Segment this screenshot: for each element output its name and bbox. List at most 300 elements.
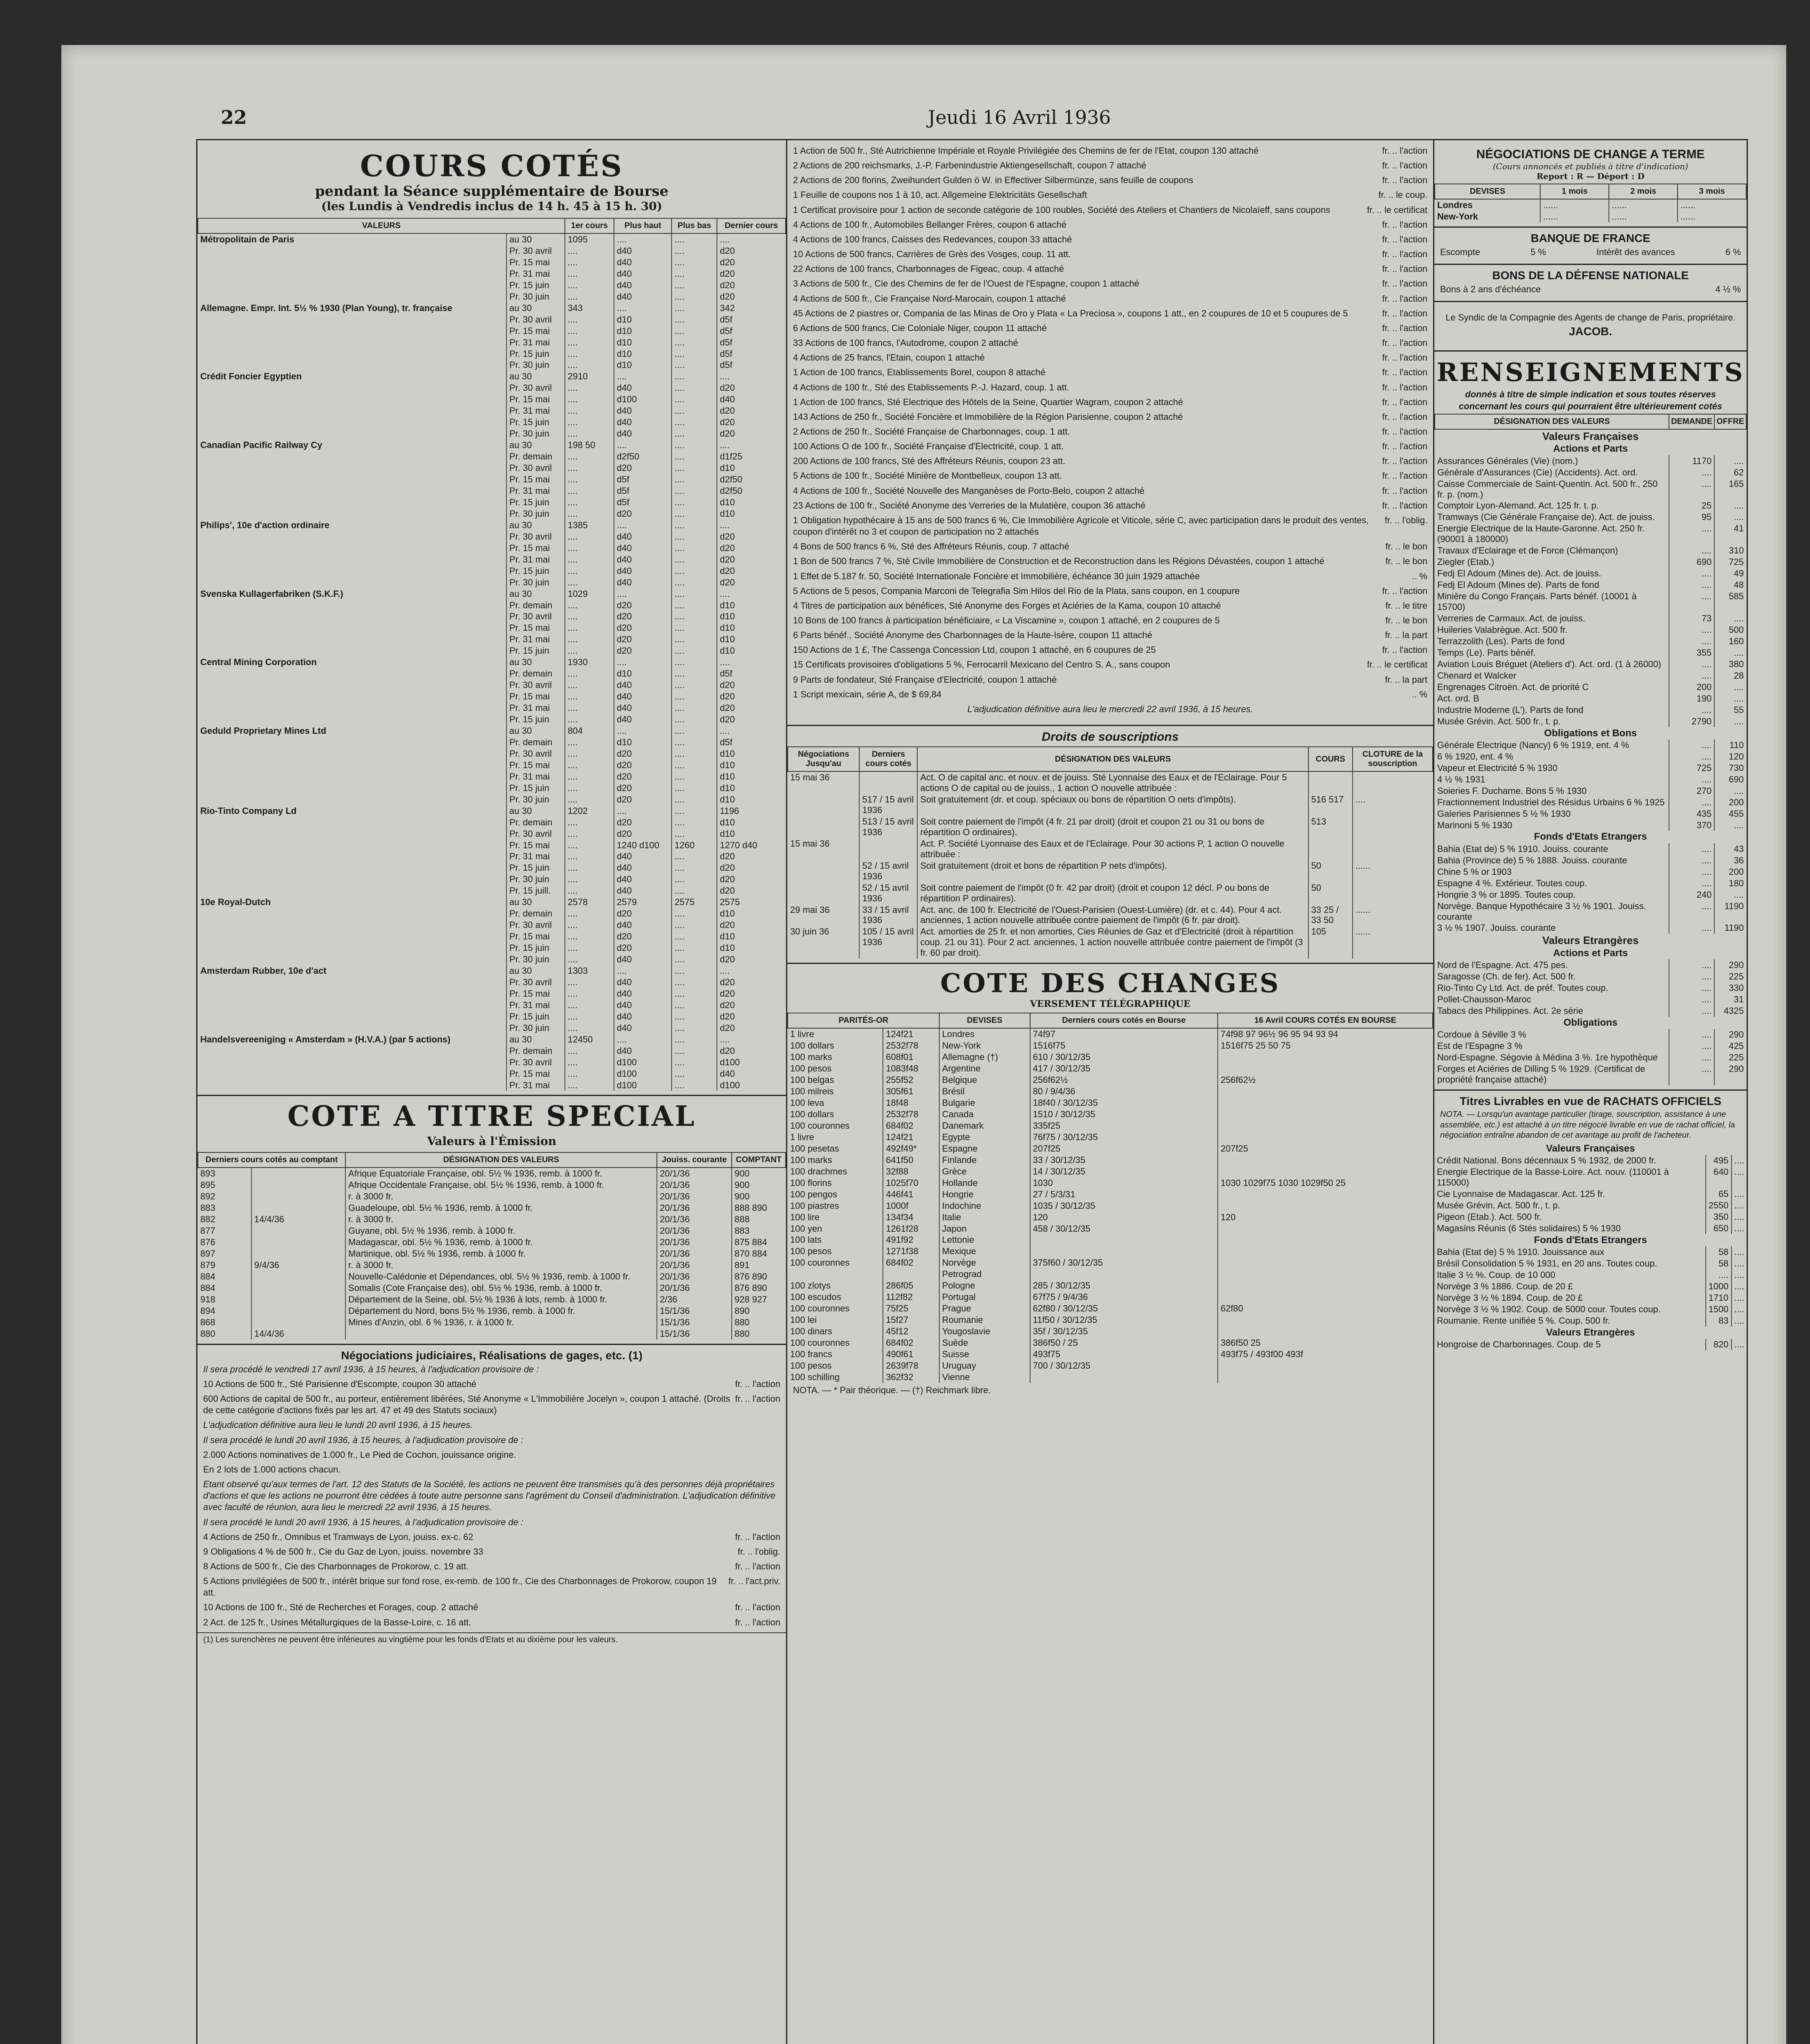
- droits-cell: 33 / 15 avril 1936: [859, 904, 917, 926]
- plus-haut: d5f: [614, 485, 672, 497]
- dernier-cours: d5f: [717, 337, 786, 348]
- demande: ....: [1669, 797, 1714, 808]
- table-row: [198, 588, 786, 600]
- section-subtitle: Obligations: [1564, 1017, 1617, 1029]
- cote-titre-subtitle: Valeurs à l'Émission: [427, 1134, 557, 1148]
- valeur-designation: Forges et Aciéries de Dilling 5 % 1929. (Certificat de propriété française attaché): [1437, 1064, 1645, 1085]
- section-title-row: [1434, 1234, 1747, 1246]
- changes-note: NOTA. — * Pair théorique. — (†) Reichmark libre.: [793, 1385, 991, 1395]
- offre: 725: [1714, 556, 1746, 568]
- echeance: Pr. 31 mai: [506, 702, 565, 714]
- lot-description: 9 Obligations 4 % de 500 fr., Cie du Gaz de Lyon, jouiss. novembre 33: [203, 1546, 484, 1557]
- table-row: [1435, 500, 1746, 511]
- plus-bas: ....: [672, 977, 717, 988]
- plus-bas: ....: [672, 600, 717, 611]
- echeance: Pr. demain: [506, 737, 565, 748]
- table-row: [198, 405, 786, 417]
- droits-cell: Soit gratuitement (droit et bons de répartition P nets d'impôts).: [917, 860, 1308, 882]
- table-row: [198, 325, 786, 337]
- dernier-cours: d10: [717, 828, 786, 840]
- premier-cours: ....: [565, 462, 614, 474]
- changes-cell: Hollande: [939, 1177, 1030, 1189]
- dernier-cours: d10: [717, 817, 786, 828]
- plus-haut: d20: [614, 782, 672, 794]
- cote-titre-cell: 15/1/36: [657, 1317, 732, 1328]
- plus-bas: ....: [672, 382, 717, 394]
- demande: 2790: [1669, 716, 1714, 727]
- valeur-name: [198, 771, 506, 782]
- valeur-designation: Ziegler (Etab.): [1437, 557, 1494, 567]
- demande: 1500: [1706, 1304, 1732, 1315]
- echeance: Pr. 15 juin: [506, 862, 565, 874]
- lot-price: fr. .. l'action: [1382, 397, 1427, 407]
- table-row: [788, 860, 1433, 882]
- offre: 225: [1714, 1052, 1746, 1063]
- cours-cotes-header: VALEURS: [198, 218, 565, 233]
- plus-bas: ....: [672, 462, 717, 474]
- section-title: Valeurs Françaises: [1542, 430, 1639, 442]
- valeur-name: [198, 280, 506, 291]
- table-row: [788, 1051, 1433, 1063]
- changes-cell: [1218, 1063, 1433, 1074]
- table-row: [788, 926, 1433, 959]
- premier-cours: ....: [565, 1057, 614, 1068]
- table-row: [788, 1074, 1433, 1086]
- list-item: [787, 454, 1433, 468]
- lot-description: 22 Actions de 100 francs, Charbonnages de Figeac, coup. 4 attaché: [793, 264, 1064, 274]
- dernier-cours: d20: [717, 565, 786, 577]
- droits-cell: Soit contre paiement de l'impôt (0 fr. 42 par droit) (droit et coupon 12 décl. P ou bons de répartition P ordinaires).: [917, 882, 1308, 904]
- valeur-name: [198, 1057, 506, 1068]
- table-row: [198, 1000, 786, 1011]
- valeur-designation: Fedj El Adoum (Mines de). Act. de jouiss.: [1437, 568, 1602, 579]
- echeance: Pr. 31 mai: [506, 554, 565, 565]
- droits-cell: [788, 816, 859, 838]
- table-row: [198, 1045, 786, 1057]
- dernier-cours: d20: [717, 885, 786, 896]
- lot-description: 5 Actions de 5 pesos, Compania Marconi de Telegrafia Sim Hilos del Rio de la Plata, sans coupon, en 1 coupure: [793, 585, 1240, 596]
- premier-cours: ....: [565, 840, 614, 851]
- changes-cell: 610 / 30/12/35: [1030, 1051, 1218, 1063]
- list-item: [787, 276, 1433, 291]
- changes-cell: [1218, 1269, 1433, 1280]
- valeur-name: [198, 542, 506, 554]
- valeur-name: [198, 634, 506, 645]
- changes-header: Derniers cours cotés en Bourse: [1030, 1013, 1218, 1028]
- offre: ....: [1714, 889, 1746, 901]
- dernier-cours: ....: [717, 439, 786, 451]
- cote-titre-cell: 14/4/36: [251, 1214, 345, 1225]
- droits-header: Derniers cours cotés: [859, 747, 917, 771]
- plus-bas: ....: [672, 611, 717, 622]
- changes-cell: 100 pesos: [790, 1246, 832, 1257]
- plus-haut: d20: [614, 908, 672, 919]
- premier-cours: ....: [565, 851, 614, 862]
- table-row: [788, 1337, 1433, 1349]
- echeance: au 30: [506, 233, 565, 245]
- droits-cell: 52 / 15 avril 1936: [859, 860, 917, 882]
- list-item: [787, 410, 1433, 424]
- premier-cours: 12450: [565, 1034, 614, 1045]
- offre: 585: [1714, 591, 1746, 613]
- plus-haut: d40: [614, 405, 672, 417]
- valeur-name: [198, 645, 506, 657]
- change-terme-header: DEVISES: [1435, 184, 1540, 199]
- plus-bas: ....: [672, 1034, 717, 1045]
- offre: 36: [1714, 855, 1746, 866]
- table-row: [788, 1063, 1433, 1074]
- demande: 270: [1669, 785, 1714, 797]
- table-row: [1435, 467, 1746, 478]
- echeance: Pr. 30 juin: [506, 508, 565, 520]
- table-row: [788, 1303, 1433, 1314]
- valeur-name: [198, 874, 506, 885]
- table-row: [198, 679, 786, 691]
- changes-cell: 1025f70: [883, 1177, 939, 1189]
- lot-price: fr. .. l'action: [1382, 175, 1427, 186]
- premier-cours: ....: [565, 428, 614, 439]
- table-row: [788, 1097, 1433, 1109]
- column-right: [1434, 140, 1747, 2044]
- premier-cours: ....: [565, 874, 614, 885]
- table-row: [1434, 1304, 1747, 1315]
- valeur-designation: Hongroise de Charbonnages. Coup. de 5: [1437, 1339, 1601, 1350]
- plus-haut: 1240 d100: [614, 840, 672, 851]
- cote-titre-cell: 20/1/36: [657, 1225, 732, 1237]
- plus-haut: d40: [614, 1011, 672, 1022]
- changes-cell: Londres: [939, 1028, 1030, 1040]
- premier-cours: ....: [565, 565, 614, 577]
- dernier-cours: d10: [717, 497, 786, 508]
- droits-cell: ......: [1353, 860, 1433, 882]
- table-row: [198, 600, 786, 611]
- table-row: [198, 577, 786, 588]
- plus-bas: ....: [672, 303, 717, 314]
- changes-cell: 100 couronnes: [790, 1303, 850, 1314]
- table-row: [198, 371, 786, 382]
- lot-price: fr. .. l'action: [1382, 585, 1427, 596]
- cote-titre-cell: 875 884: [732, 1237, 786, 1248]
- echeance: Pr. 30 avril: [506, 679, 565, 691]
- plus-bas: ....: [672, 554, 717, 565]
- cote-titre-header: Jouiss. courante: [657, 1152, 732, 1168]
- lot-price: fr. .. le titre: [1385, 600, 1427, 611]
- droits-cell: [1353, 838, 1433, 860]
- valeur-name: [198, 314, 506, 325]
- cote-titre-header: Derniers cours cotés au comptant: [198, 1152, 345, 1168]
- plus-bas: ....: [672, 1068, 717, 1080]
- valeur-name: Métropolitain de Paris: [200, 234, 294, 244]
- lot-description: 1 Effet de 5.187 fr. 50, Société Internationale Foncière et Immobilière, échéance 30 juin 1929 attachée: [793, 571, 1200, 581]
- premier-cours: 2578: [565, 896, 614, 908]
- changes-cell: 100 dinars: [790, 1326, 832, 1337]
- premier-cours: ....: [565, 542, 614, 554]
- table-row: [788, 882, 1433, 904]
- droits-header: CLOTURE de la souscription: [1353, 747, 1433, 771]
- offre: 48: [1714, 579, 1746, 591]
- plus-bas: ....: [672, 405, 717, 417]
- cote-titre-cell: 20/1/36: [657, 1168, 732, 1179]
- dernier-cours: 1270 d40: [717, 840, 786, 851]
- plus-haut: d10: [614, 325, 672, 337]
- dernier-cours: d20: [717, 382, 786, 394]
- table-row: [198, 462, 786, 474]
- table-row: [1435, 855, 1746, 866]
- list-item: [787, 336, 1433, 350]
- list-item: [787, 484, 1433, 498]
- droits-cell: Act. O de capital anc. et nouv. et de jouiss. Sté Lyonnaise des Eaux et de l'Eclairage. Pour 5 actions O de capital ou de jouiss., 1 action O nouvelle attribuée :: [917, 771, 1308, 794]
- echeance: Pr. 15 mai: [506, 760, 565, 771]
- valeur-designation: Tabacs des Philippines. Act. 2e série: [1437, 1006, 1584, 1016]
- plus-bas: ....: [672, 531, 717, 542]
- section-title-row: [1434, 1327, 1747, 1339]
- table-row: [198, 531, 786, 542]
- echeance: Pr. demain: [506, 1045, 565, 1057]
- valeur-designation: Fedj El Adoum (Mines de). Parts de fond: [1437, 580, 1599, 590]
- list-item: [787, 380, 1433, 395]
- changes-cell: [1030, 1234, 1218, 1246]
- droits-cell: 15 mai 36: [790, 838, 830, 849]
- demande: 95: [1669, 511, 1714, 523]
- demande: ....: [1669, 774, 1714, 785]
- plus-bas: ....: [672, 794, 717, 805]
- plus-bas: ....: [672, 1022, 717, 1034]
- valeur-name: [198, 988, 506, 1000]
- dernier-cours: d10: [717, 748, 786, 760]
- table-row: [198, 794, 786, 805]
- table-row: [788, 1291, 1433, 1303]
- changes-cell: 386f50 25: [1218, 1337, 1433, 1349]
- lot-description: 2.000 Actions nominatives de 1.000 fr., Le Pied de Cochon, jouissance origine.: [203, 1449, 516, 1460]
- cote-titre-cell: r. à 3000 fr.: [345, 1214, 657, 1225]
- plus-bas: ....: [672, 371, 717, 382]
- lot-description: 1 Certificat provisoire pour 1 action de seconde catégorie de 100 roubles, Société des Ateliers et Chantiers de Nicolaïeff, sans coupons: [793, 204, 1331, 215]
- terme-cell: ......: [1678, 199, 1746, 211]
- premier-cours: ....: [565, 885, 614, 896]
- newspaper-page: [61, 45, 1786, 2044]
- demande: ....: [1669, 1063, 1714, 1085]
- premier-cours: 198 50: [565, 439, 614, 451]
- droits-cell: ......: [1353, 904, 1433, 926]
- valeur-designation: Musée Grévin. Act. 500 fr., t. p.: [1437, 1200, 1561, 1211]
- table-row: [788, 1246, 1433, 1257]
- cote-titre-cell: [251, 1282, 345, 1294]
- table-row: [788, 1200, 1433, 1212]
- valeur-name: [198, 485, 506, 497]
- cote-titre-cell: 14/4/36: [251, 1328, 345, 1340]
- table-row: [788, 1166, 1433, 1177]
- table-row: [1435, 971, 1746, 982]
- changes-cell: 100 drachmes: [790, 1166, 847, 1177]
- dernier-cours: d20: [717, 702, 786, 714]
- lot-price: fr. .. le certificat: [1367, 659, 1427, 670]
- cote-titre-cell: 15/1/36: [657, 1305, 732, 1317]
- cote-titre-cell: 884: [200, 1283, 215, 1293]
- list-item: [787, 628, 1433, 643]
- echeance: au 30: [506, 371, 565, 382]
- titres-nota: NOTA. — Lorsqu'un avantage particulier (tirage, souscription, assistance à une assemblée, etc.) est attaché à un titre négocié livrable en vue de rachat officiel, la négociation entraîne abandon de cet avantage au profit de l'acheteur.: [1440, 1110, 1735, 1140]
- list-item: [787, 395, 1433, 410]
- changes-cell: [1218, 1291, 1433, 1303]
- valeur-name: [198, 862, 506, 874]
- plus-bas: ....: [672, 725, 717, 737]
- table-row: [198, 725, 786, 737]
- devise: New-York: [1437, 211, 1478, 222]
- table-row: [1434, 1223, 1747, 1234]
- banque-title: BANQUE DE FRANCE: [1530, 231, 1651, 244]
- cote-titre-cell: Guyane, obl. 5½ % 1936, remb. à 1000 fr.: [345, 1225, 657, 1237]
- changes-cell: [1218, 1326, 1433, 1337]
- titres-table: [1434, 1143, 1747, 1350]
- plus-bas: ....: [672, 474, 717, 485]
- cote-titre-cell: Afrique Equatoriale Française, obl. 5½ % 1936, remb. à 1000 fr.: [345, 1168, 657, 1179]
- table-row: [198, 828, 786, 840]
- echeance: Pr. 30 avril: [506, 314, 565, 325]
- table-row: [198, 314, 786, 325]
- plus-haut: ....: [614, 520, 672, 531]
- cote-titre-cell: Madagascar, obl. 5½ % 1936, remb. à 1000 fr.: [345, 1237, 657, 1248]
- plus-haut: d20: [614, 611, 672, 622]
- offre: ....: [1714, 681, 1746, 693]
- dernier-cours: ....: [717, 657, 786, 668]
- plus-bas: ....: [672, 565, 717, 577]
- dernier-cours: d10: [717, 622, 786, 634]
- changes-cell: 684f02: [883, 1120, 939, 1132]
- valeur-name: [198, 474, 506, 485]
- table-row: [1435, 1029, 1746, 1040]
- plus-haut: d40: [614, 268, 672, 280]
- cote-titre-cell: 888 890: [732, 1202, 786, 1214]
- table-row: [198, 919, 786, 931]
- changes-cell: 1035 / 30/12/35: [1030, 1200, 1218, 1212]
- table-row: [1435, 511, 1746, 523]
- dernier-cours: d10: [717, 794, 786, 805]
- demande: ....: [1669, 579, 1714, 591]
- plus-bas: ....: [672, 439, 717, 451]
- list-item: [787, 291, 1433, 306]
- premier-cours: ....: [565, 280, 614, 291]
- list-item: [787, 158, 1433, 173]
- cote-titre-cell: [251, 1237, 345, 1248]
- changes-cell: 100 piastres: [790, 1200, 839, 1211]
- lot-price: fr. .. le bon: [1385, 541, 1427, 552]
- table-row: [198, 657, 786, 668]
- table-row: [198, 931, 786, 942]
- echeance: Pr. 30 avril: [506, 462, 565, 474]
- table-row: [198, 702, 786, 714]
- table-row: [198, 942, 786, 954]
- list-item: [787, 554, 1433, 569]
- lot-price: fr. .. l'action: [1382, 146, 1427, 156]
- echeance: Pr. 15 juin: [506, 417, 565, 428]
- lot-price: fr. .. l'act.priv.: [728, 1576, 780, 1587]
- valeur-designation: Industrie Moderne (L'). Parts de fond: [1437, 704, 1584, 715]
- demande: ....: [1706, 1269, 1732, 1281]
- valeur-designation: Crédit National. Bons décennaux 5 % 1932, de 2000 fr.: [1437, 1155, 1656, 1166]
- valeur-designation: 3 ½ % 1907. Jouiss. courante: [1437, 923, 1556, 933]
- plus-haut: d40: [614, 417, 672, 428]
- lot-price: fr. .. l'action: [1382, 308, 1427, 318]
- valeur-designation: Magasins Réunis (6 Stés solidaires) 5 % 1930: [1437, 1223, 1621, 1234]
- offre: 28: [1714, 670, 1746, 681]
- premier-cours: ....: [565, 782, 614, 794]
- premier-cours: ....: [565, 1080, 614, 1091]
- dernier-cours: d20: [717, 1045, 786, 1057]
- valeur-designation: Aviation Louis Bréguet (Ateliers d'). Act. ord. (1 à 26000): [1437, 659, 1661, 669]
- offre: 290: [1714, 1029, 1746, 1040]
- table-row: [198, 280, 786, 291]
- changes-cell: 1000f: [883, 1200, 939, 1212]
- table-row: [1435, 523, 1746, 545]
- plus-haut: ....: [614, 805, 672, 817]
- valeur-name: Crédit Foncier Egyptien: [200, 371, 302, 382]
- bons-row: [1434, 282, 1747, 297]
- changes-cell: 62f80 / 30/12/35: [1030, 1303, 1218, 1314]
- plus-bas: ....: [672, 851, 717, 862]
- valeur-designation: Nord-Espagne. Ségovie à Médina 3 %. 1re hypothèque: [1437, 1052, 1658, 1063]
- offre: 49: [1714, 568, 1746, 579]
- valeur-name: [198, 919, 506, 931]
- valeur-designation: Générale Electrique (Nancy) 6 % 1919, ent. 4 %: [1437, 740, 1629, 750]
- table-row: [198, 245, 786, 257]
- changes-cell: 100 lei: [790, 1315, 817, 1325]
- demande: ....: [1669, 568, 1714, 579]
- table-row: [198, 451, 786, 462]
- table-row: [1435, 670, 1746, 681]
- section-title: Fonds d'Etats Etrangers: [1534, 1235, 1647, 1246]
- cote-titre-cell: 883: [200, 1203, 215, 1213]
- table-row: [198, 1294, 786, 1305]
- offre: 690: [1714, 774, 1746, 785]
- droits-cell: 50: [1308, 860, 1353, 882]
- plus-haut: d40: [614, 954, 672, 965]
- echeance: Pr. 30 avril: [506, 828, 565, 840]
- dernier-cours: ....: [717, 520, 786, 531]
- plus-haut: d40: [614, 714, 672, 725]
- valeur-name: Amsterdam Rubber, 10e d'act: [200, 966, 327, 976]
- cote-titre-cell: Martinique, obl. 5½ % 1936, remb. à 1000 fr.: [345, 1248, 657, 1260]
- demande: 190: [1669, 693, 1714, 704]
- changes-cell: 491f92: [883, 1234, 939, 1246]
- list-item: [197, 1600, 786, 1615]
- plus-haut: d40: [614, 977, 672, 988]
- list-item: [787, 203, 1433, 217]
- premier-cours: ....: [565, 417, 614, 428]
- cote-titre-cell: Mines d'Anzin, obl. 6 % 1936, r. à 1000 fr.: [345, 1317, 657, 1328]
- premier-cours: ....: [565, 405, 614, 417]
- offre: 120: [1714, 751, 1746, 762]
- cote-titre-cell: 880: [732, 1328, 786, 1340]
- changes-cell: 256f62½: [1218, 1074, 1433, 1086]
- plus-haut: d20: [614, 634, 672, 645]
- demande: 435: [1669, 808, 1714, 820]
- cours-cotes-title: COURS COTÉS: [360, 148, 624, 183]
- cote-titre-cell: 900: [732, 1168, 786, 1179]
- plus-haut: d20: [614, 508, 672, 520]
- echeance: Pr. 15 juill.: [506, 885, 565, 896]
- droits-cell: 513: [1308, 816, 1353, 838]
- droits-cell: [1353, 882, 1433, 904]
- lot-price: fr. .. l'action: [1382, 264, 1427, 274]
- plus-bas: ....: [672, 245, 717, 257]
- premier-cours: ....: [565, 691, 614, 702]
- changes-cell: [1218, 1154, 1433, 1166]
- plus-bas: ....: [672, 714, 717, 725]
- cote-titre-cell: 20/1/36: [657, 1271, 732, 1282]
- changes-cell: Italie: [939, 1212, 1030, 1223]
- plus-bas: ....: [672, 542, 717, 554]
- echeance: Pr. 30 juin: [506, 954, 565, 965]
